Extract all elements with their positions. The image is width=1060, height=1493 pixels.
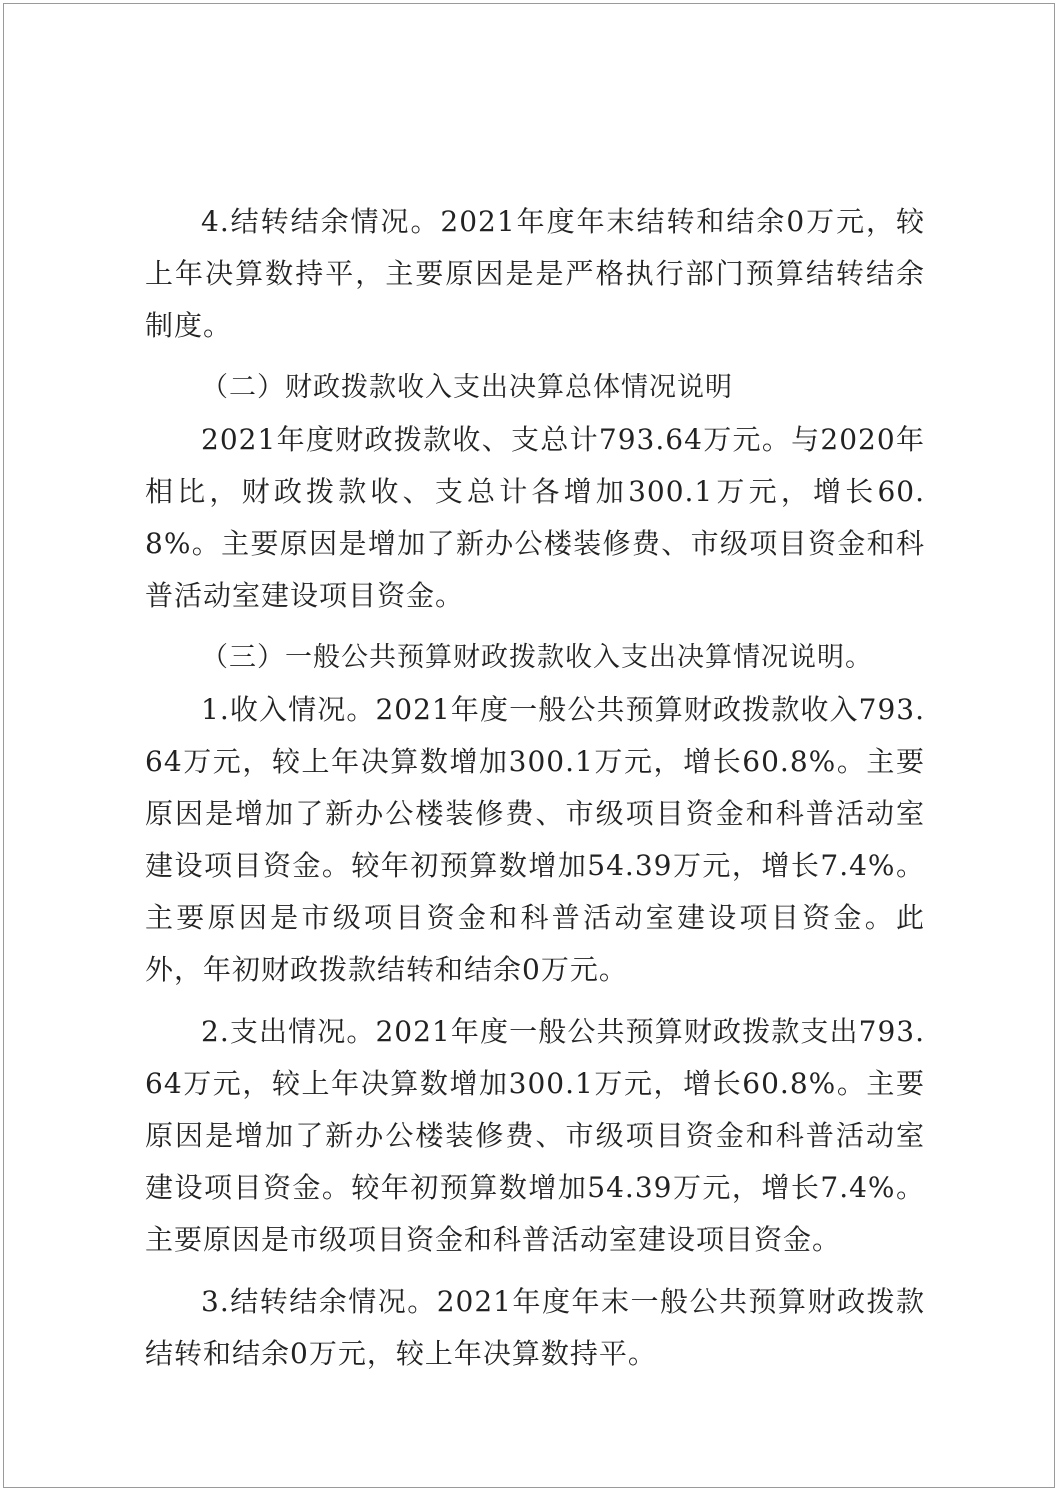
document-body [145, 196, 925, 1380]
paragraph-income: 1.收入情况。2021年度一般公共预算财政拨款收入793.64万元，较上年决算数增加300.1万元，增长60.8%。主要原因是增加了新办公楼装修费、市级项目资金和科普活动室建设项目资金。较年初预算数增加54.39万元，增长7.4%。主要原因是市级项目资金和科普活动室建设项目资金。此外，年初财政拨款结转和结余0万元。 [145, 693, 925, 986]
section-heading-2: （二）财政拨款收入支出决算总体情况说明 [201, 372, 733, 403]
paragraph-general-carryover: 3.结转结余情况。2021年度年末一般公共预算财政拨款结转和结余0万元，较上年决算数持平。 [145, 1285, 925, 1370]
paragraph-expenditure: 2.支出情况。2021年度一般公共预算财政拨款支出793.64万元，较上年决算数增加300.1万元，增长60.8%。主要原因是增加了新办公楼装修费、市级项目资金和科普活动室建设项目资金。较年初预算数增加54.39万元，增长7.4%。主要原因是市级项目资金和科普活动室建设项目资金。 [145, 1015, 925, 1256]
document-page [3, 3, 1055, 1488]
paragraph-fiscal-overview: 2021年度财政拨款收、支总计793.64万元。与2020年相比，财政拨款收、支总计各增加300.1万元，增长60.8%。主要原因是增加了新办公楼装修费、市级项目资金和科普活动室建设项目资金。 [145, 423, 925, 612]
paragraph-carryover-balance: 4.结转结余情况。2021年度年末结转和结余0万元，较上年决算数持平，主要原因是是严格执行部门预算结转结余制度。 [145, 205, 925, 342]
section-heading-3: （三）一般公共预算财政拨款收入支出决算情况说明。 [201, 642, 873, 673]
